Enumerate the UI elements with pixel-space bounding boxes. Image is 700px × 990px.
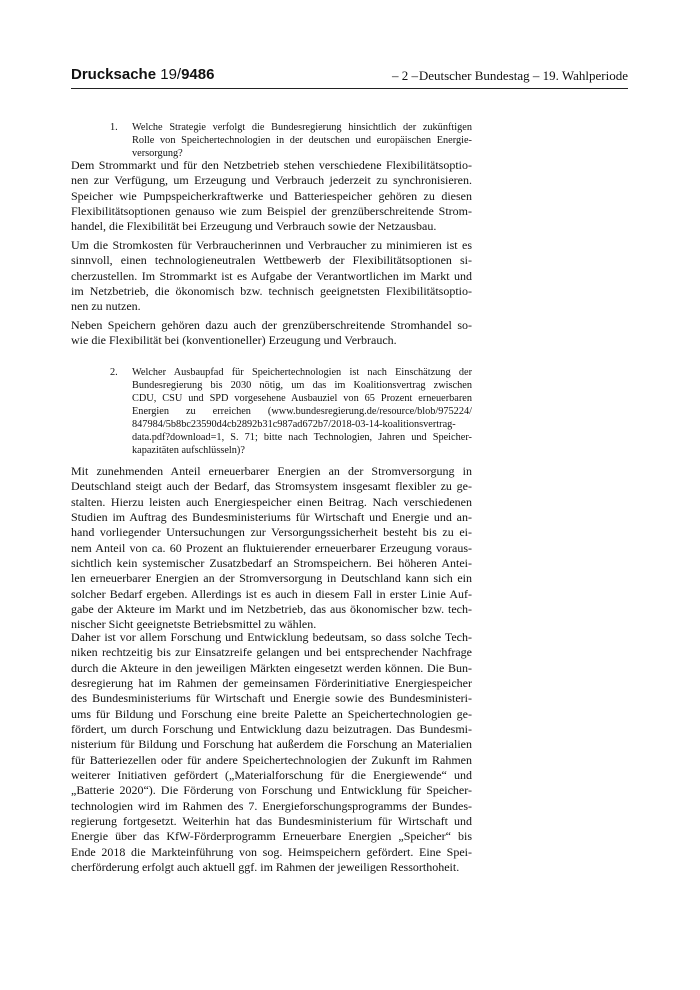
text-line: solcher Bedarf ergeben. Allerdings ist es auch in diesem Fall in erster Linie Auf- — [71, 586, 472, 601]
answer-paragraph — [71, 318, 472, 349]
text-line: weiterer Initiativen gefördert („Materialforschung für die Energiewende“ und — [71, 768, 472, 783]
text-line: technologien wird im Rahmen des 7. Energieforschungsprogramms der Bundes- — [71, 798, 472, 813]
text-line: Dem Strommarkt und für den Netzbetrieb stehen verschiedene Flexibilitätsoptio- — [71, 158, 472, 172]
text-line: niken rechtzeitig bis zur Einsatzreife gelangen und bei entsprechender Nachfrage — [71, 645, 472, 660]
text-line: data.pdf?download=1, S. 71; bitte nach Technologien, Jahren und Speicher- — [132, 432, 472, 443]
institution-label: Deutscher Bundestag – 19. Wahlperiode — [418, 68, 628, 83]
text-line: versorgung? — [132, 148, 183, 159]
text-line: Welcher Ausbaupfad für Speichertechnologien ist nach Einschätzung der — [132, 367, 472, 378]
text-line: „Batterie 2020“). Die Förderung von Forschung und Entwicklung für Speicher- — [71, 783, 472, 798]
page-header — [71, 66, 628, 89]
text-line: Flexibilitätsoptionen genauso wie zum Beispiel der grenzüberschreitende Strom- — [71, 204, 472, 219]
text-line: cherzustellen. Im Strommarkt ist es Aufgabe der Verantwortlichen im Markt und — [71, 268, 472, 283]
doc-label: Drucksache — [71, 66, 157, 83]
text-line: Speicher wie Pumpspeicherkraftwerke und Batteriespeicher gehören zu diesen — [71, 188, 472, 203]
text-line: für Batteriezellen oder für andere Speichertechnologien der Zukunft im Rahmen — [71, 752, 472, 767]
text-line: 847984/5b8bc23590d4cb2892b31c987ad672b7/2018-03-14-koalitionsvertrag- — [132, 419, 456, 430]
text-line: durch die Akteure in den jeweiligen Märkten eingesetzt werden können. Die Bun- — [71, 660, 472, 675]
doc-prefix: 19/ — [160, 66, 182, 83]
text-line: nischer Sicht geeignetste Betriebsmittel zu wählen. — [71, 617, 317, 632]
text-line: Neben Speichern gehören dazu auch der grenzüberschreitende Stromhandel so- — [71, 318, 472, 332]
text-line: Deutschland steigt auch der Bedarf, das Stromsystem insgesamt flexibler zu ge- — [71, 479, 472, 494]
text-line: Bundesregierung bis 2030 nötig, um das im Koalitionsvertrag zwischen — [132, 380, 472, 391]
text-line: Energie über das KfW-Förderprogramm Erneuerbare Energien „Speicher“ bis — [71, 829, 472, 844]
text-line: Ende 2018 die Markteinführung von sog. Heimspeichern gefördert. Eine Spei- — [71, 844, 472, 859]
text-line: desregierung hat im Rahmen der gemeinsamen Förderinitiative Energiespeicher — [71, 676, 472, 691]
question-number: 1. — [110, 122, 118, 133]
text-line: Energien zu erreichen (www.bundesregierung.de/resource/blob/975224/ — [132, 406, 472, 417]
text-line: Rolle von Speichertechnologien in der deutschen und europäischen Energie- — [132, 135, 472, 146]
question-number: 2. — [110, 367, 118, 378]
text-line: Studien im Auftrag des Bundesministeriums für Wirtschaft und Energie und an- — [71, 510, 472, 525]
text-line: des Bundesministeriums für Wirtschaft und Energie sowie des Bundesministeri- — [71, 691, 472, 706]
answer-paragraph — [71, 158, 472, 235]
answer-paragraph — [71, 464, 472, 633]
text-line: ums für Bildung und Forschung eine breite Palette an Speichertechnologien ge- — [71, 706, 472, 721]
text-line: stalten. Hierzu leisten auch Energiespeicher einen Beitrag. Nach verschiedenen — [71, 494, 472, 509]
document-number — [71, 66, 214, 84]
text-line: wie die Flexibilität bei (konventioneller) Erzeugung und Verbrauch. — [71, 333, 397, 348]
text-line: sinnvoll, einen technologieneutralen Wettbewerb der Flexibilitätsoptionen si- — [71, 253, 472, 268]
text-line: handel, die Flexibilität bei Erzeugung und Verbrauch sowie der Netzausbau. — [71, 219, 437, 234]
text-line: hand vorliegender Untersuchungen zur Versorgungssicherheit besteht bis zu ei- — [71, 525, 472, 540]
text-line: cherförderung erfolgt auch aktuell ggf. im Rahmen der jeweiligen Ressorthoheit. — [71, 860, 460, 875]
text-line: fördert, um durch Forschung und Entwicklung dazu beizutragen. Das Bundesmi- — [71, 722, 472, 737]
text-line: sichtlich kein systemischer Zusatzbedarf an Stromspeichern. Bei höheren Antei- — [71, 556, 472, 571]
text-line: Mit zunehmenden Anteil erneuerbarer Energien an der Stromversorgung in — [71, 464, 472, 478]
question-text — [132, 366, 472, 457]
text-line: gabe der Akteure im Markt und im Netzbetrieb, das aus ökonomischer bzw. tech- — [71, 602, 472, 617]
text-line: nen zur Verfügung, um Erzeugung und Verbrauch jederzeit zu synchronisieren. — [71, 173, 472, 188]
text-line: nem Anteil von ca. 60 Prozent an fluktuierender erneuerbarer Erzeugung voraus- — [71, 540, 472, 555]
text-line: len erneuerbarer Energien an der Stromversorgung in Deutschland kann sich ein — [71, 571, 472, 586]
page-marker: – 2 – — [392, 68, 418, 83]
text-line: Welche Strategie verfolgt die Bundesregierung hinsichtlich der zukünftigen — [132, 122, 472, 133]
text-line: Daher ist vor allem Forschung und Entwicklung bedeutsam, so dass solche Tech- — [71, 630, 472, 644]
doc-number-bold: 9486 — [181, 66, 215, 83]
answer-paragraph — [71, 238, 472, 315]
text-line: im Netzbetrieb, die ökonomisch bzw. technisch geeignetsten Flexibilitätsoptio- — [71, 284, 472, 299]
text-line: CDU, CSU und SPD vorgesehene Ausbauziel von 65 Prozent erneuerbaren — [132, 393, 472, 404]
text-line: nen zu nutzen. — [71, 299, 141, 314]
text-line: Um die Stromkosten für Verbraucherinnen und Verbraucher zu minimieren ist es — [71, 238, 472, 252]
question-text — [132, 121, 472, 160]
text-line: nisterium für Bildung und Forschung hat außerdem die Forschung an Materialien — [71, 737, 472, 752]
text-line: kapazitäten aufschlüsseln)? — [132, 445, 245, 456]
text-line: regierung fortgesetzt. Weiterhin hat das Bundesministerium für Wirtschaft und — [71, 814, 472, 829]
answer-paragraph — [71, 630, 472, 876]
